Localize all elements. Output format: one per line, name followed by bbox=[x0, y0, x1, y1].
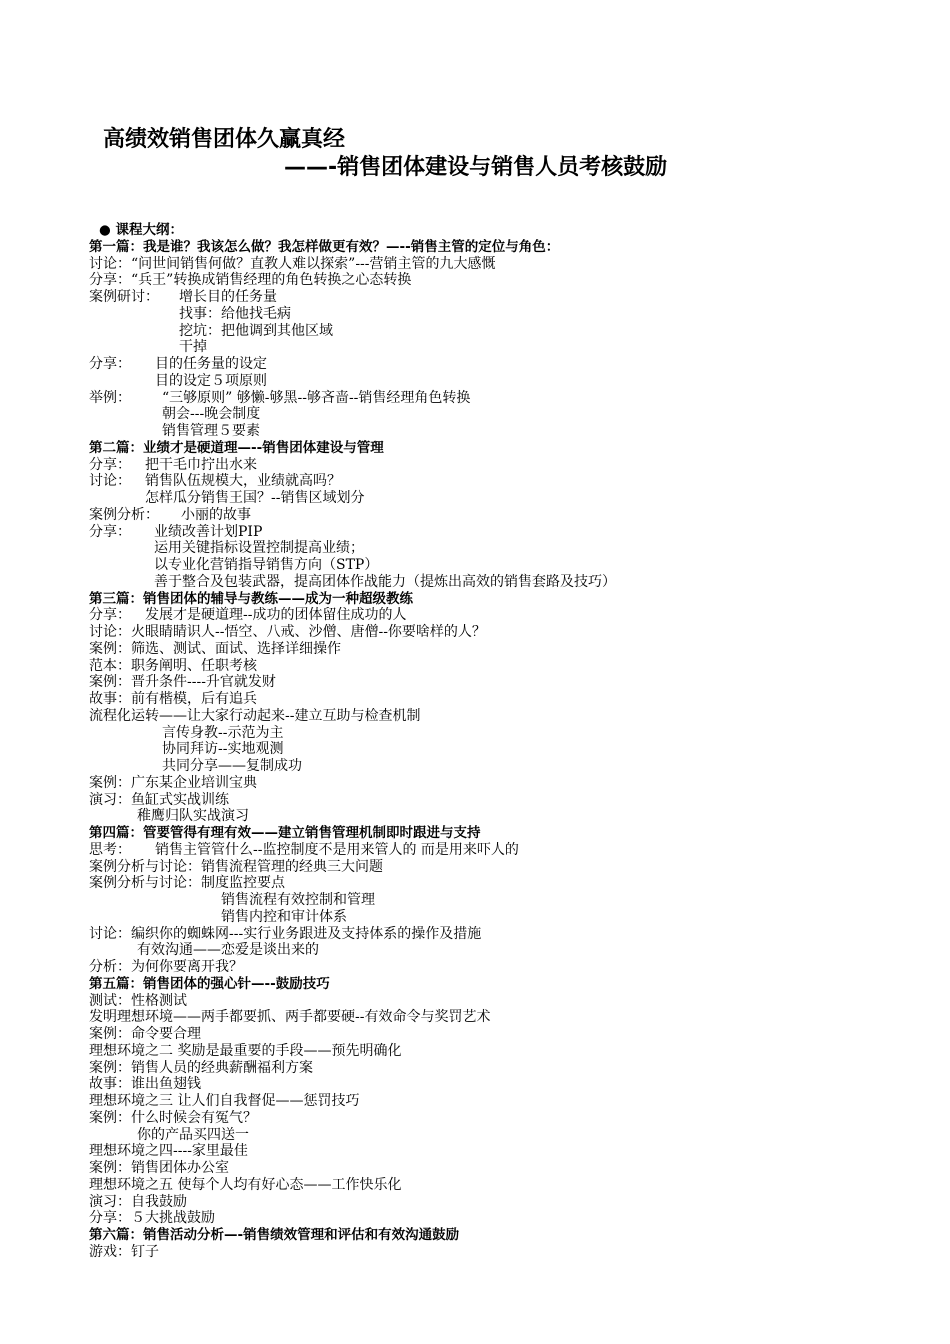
line-text: 怎样瓜分销售王国？--销售区域划分 bbox=[145, 490, 365, 506]
line-text: 销售团体办公室 bbox=[131, 1160, 229, 1176]
line-text: 找事：给他找毛病 bbox=[179, 305, 291, 322]
outline-line bbox=[89, 507, 929, 524]
line-label: 范本： bbox=[89, 657, 131, 674]
line-text: ５大挑战鼓励 bbox=[131, 1210, 215, 1227]
outline-line bbox=[89, 708, 929, 725]
line-text: 筛选、测试、面试、选择详细操作 bbox=[131, 640, 341, 657]
outline-line bbox=[89, 1009, 929, 1026]
line-text: 目的设定５项原则 bbox=[155, 372, 267, 389]
outline-line bbox=[89, 792, 929, 809]
section-heading bbox=[89, 591, 929, 608]
outline-line bbox=[89, 339, 929, 356]
line-text: 共同分享——复制成功 bbox=[162, 758, 302, 774]
line-text: 理想环境之二 奖励是最重要的手段——预先明确化 bbox=[89, 1042, 402, 1059]
outline-line bbox=[89, 289, 929, 306]
line-text: 目的任务量的设定 bbox=[155, 356, 267, 372]
line-label: 分享： bbox=[89, 607, 131, 624]
line-text: 理想环境之五 使每个人均有好心态——工作快乐化 bbox=[89, 1176, 402, 1193]
outline-line bbox=[89, 323, 929, 340]
line-text: 把干毛巾拧出水来 bbox=[145, 456, 257, 473]
line-text: 销售主管管什么--监控制度不是用来管人的 而是用来吓人的 bbox=[155, 841, 519, 858]
line-label: 第五篇：销售团体的强心针—--鼓励技巧 bbox=[89, 975, 330, 992]
line-text: “问世间销售何做？直教人难以探索”---营销主管的九大感慨 bbox=[131, 255, 496, 272]
line-text: 运用关键指标设置控制提高业绩； bbox=[154, 540, 364, 557]
outline-line bbox=[89, 306, 929, 323]
line-label: 分享： bbox=[89, 456, 131, 473]
line-label: 举例： bbox=[89, 389, 131, 406]
line-label: 思考： bbox=[89, 841, 131, 858]
section-heading bbox=[89, 239, 929, 256]
line-text: 言传身教--示范为主 bbox=[162, 724, 284, 741]
line-text: “兵王”转换成销售经理的角色转换之心态转换 bbox=[131, 272, 412, 289]
line-text: 朝会---晚会制度 bbox=[162, 406, 261, 423]
section-heading bbox=[89, 440, 929, 457]
line-label: 案例： bbox=[89, 774, 131, 791]
line-text: 编织你的蜘蛛网---实行业务跟进及支持体系的操作及措施 bbox=[131, 925, 482, 942]
outline-line bbox=[89, 540, 929, 557]
line-text: 增长目的任务量 bbox=[179, 289, 277, 305]
line-label: 分享： bbox=[89, 1210, 131, 1227]
line-label: 案例： bbox=[89, 640, 131, 657]
line-text: 销售流程有效控制和管理 bbox=[221, 892, 375, 908]
outline-line bbox=[89, 926, 929, 943]
line-text: 流程化运转——让大家行动起来--建立互助与检查机制 bbox=[89, 707, 421, 724]
line-text: 销售人员的经典薪酬福利方案 bbox=[131, 1059, 313, 1076]
line-label: 案例分析与讨论： bbox=[89, 875, 201, 892]
outline-line bbox=[89, 674, 929, 691]
outline-line bbox=[89, 959, 929, 976]
line-text: 你的产品买四送一 bbox=[137, 1126, 249, 1143]
line-label: ● 课程大纲： bbox=[99, 222, 183, 238]
outline-line bbox=[89, 256, 929, 273]
line-text: 晋升条件----升官就发财 bbox=[131, 674, 276, 691]
outline-line bbox=[89, 490, 929, 507]
line-label: 案例： bbox=[89, 1160, 131, 1176]
outline-line bbox=[89, 842, 929, 859]
outline-line bbox=[89, 574, 929, 591]
line-label: 案例： bbox=[89, 1026, 131, 1042]
line-text: 前有楷模，后有追兵 bbox=[131, 691, 257, 707]
line-label: 案例： bbox=[89, 1109, 131, 1126]
outline-line bbox=[89, 272, 929, 289]
line-text: 鱼缸式实战训练 bbox=[131, 791, 229, 808]
document-title: 高绩效销售团体久赢真经 bbox=[103, 127, 346, 152]
line-text: 自我鼓励 bbox=[131, 1193, 187, 1210]
outline-line bbox=[89, 725, 929, 742]
outline-line bbox=[89, 775, 929, 792]
outline-line bbox=[89, 406, 929, 423]
line-text: 销售管理５要素 bbox=[162, 423, 260, 439]
line-text: 干掉 bbox=[179, 339, 207, 356]
line-text: 什么时候会有冤气？ bbox=[131, 1109, 257, 1126]
line-text: 发明理想环境——两手都要抓、两手都要硬--有效命令与奖罚艺术 bbox=[89, 1009, 491, 1026]
line-text: 销售队伍规模大，业绩就高吗？ bbox=[145, 473, 341, 490]
outline-line bbox=[89, 390, 929, 407]
outline-line bbox=[89, 1043, 929, 1060]
line-text: 理想环境之四----家里最佳 bbox=[89, 1143, 248, 1160]
line-label: 第六篇：销售活动分析—-销售绩效管理和评估和有效沟通鼓励 bbox=[89, 1227, 460, 1243]
line-label: 案例研讨： bbox=[89, 289, 159, 305]
outline-line bbox=[89, 1194, 929, 1211]
line-label: 故事： bbox=[89, 1076, 131, 1093]
outline-line bbox=[89, 909, 929, 926]
line-label: 第一篇：我是谁？我该怎么做？我怎样做更有效？—--销售主管的定位与角色： bbox=[89, 238, 560, 255]
outline-line bbox=[89, 524, 929, 541]
line-text: 谁出鱼翅钱 bbox=[131, 1076, 201, 1093]
line-label: 故事： bbox=[89, 691, 131, 707]
outline-line bbox=[89, 624, 929, 641]
line-text: 有效沟通——恋爱是谈出来的 bbox=[137, 942, 319, 959]
line-label: 分享： bbox=[89, 356, 131, 372]
line-label: 讨论： bbox=[89, 925, 131, 942]
section-heading bbox=[89, 825, 929, 842]
outline-line bbox=[89, 808, 929, 825]
line-text: 命令要合理 bbox=[131, 1026, 201, 1042]
line-text: 小丽的故事 bbox=[181, 506, 251, 523]
outline-line bbox=[89, 1160, 929, 1177]
line-text: 挖坑：把他调到其他区域 bbox=[179, 322, 333, 339]
outline-line bbox=[89, 1210, 929, 1227]
outline-line bbox=[89, 1127, 929, 1144]
outline-line bbox=[89, 457, 929, 474]
outline-line bbox=[89, 557, 929, 574]
section-heading bbox=[89, 222, 929, 239]
line-text: 为何你要离开我？ bbox=[131, 959, 243, 975]
outline-line bbox=[89, 1143, 929, 1160]
outline-line bbox=[89, 691, 929, 708]
outline-line bbox=[89, 892, 929, 909]
line-text: 销售流程管理的经典三大问题 bbox=[201, 858, 383, 875]
line-label: 案例： bbox=[89, 674, 131, 691]
outline-line bbox=[89, 1026, 929, 1043]
line-label: 案例： bbox=[89, 1059, 131, 1076]
outline-line bbox=[89, 607, 929, 624]
outline-line bbox=[89, 658, 929, 675]
line-label: 分享： bbox=[89, 272, 131, 289]
outline-line bbox=[89, 473, 929, 490]
outline-line bbox=[89, 875, 929, 892]
section-heading bbox=[89, 976, 929, 993]
outline-line bbox=[89, 1093, 929, 1110]
line-label: 分享： bbox=[89, 523, 131, 540]
line-text: 理想环境之三 让人们自我督促——惩罚技巧 bbox=[89, 1093, 360, 1109]
outline-line bbox=[89, 1076, 929, 1093]
line-text: 火眼睛睛识人--悟空、八戒、沙僧、唐僧--你要啥样的人？ bbox=[131, 624, 486, 640]
line-text: 广东某企业培训宝典 bbox=[131, 774, 257, 791]
line-text: 销售内控和审计体系 bbox=[221, 908, 347, 925]
outline-line bbox=[89, 758, 929, 775]
line-label: 演习： bbox=[89, 1193, 131, 1210]
line-label: 案例分析与讨论： bbox=[89, 858, 201, 875]
line-label: 第二篇：业绩才是硬道理—--销售团体建设与管理 bbox=[89, 439, 384, 456]
line-text: 职务阐明、任职考核 bbox=[131, 657, 257, 674]
line-label: 第三篇：销售团体的辅导与教练——成为一种超级教练 bbox=[89, 590, 413, 607]
line-label: 游戏： bbox=[89, 1243, 131, 1260]
outline-line bbox=[89, 373, 929, 390]
line-text: 稚鹰归队实战演习 bbox=[137, 808, 249, 825]
outline-line bbox=[89, 1060, 929, 1077]
line-text: 发展才是硬道理--成功的团体留住成功的人 bbox=[145, 607, 407, 624]
section-heading bbox=[89, 1227, 929, 1244]
line-text: 钉子 bbox=[131, 1243, 159, 1260]
line-text: 协同拜访--实地观测 bbox=[162, 741, 284, 758]
line-label: 讨论： bbox=[89, 624, 131, 640]
line-text: 制度监控要点 bbox=[201, 875, 285, 892]
line-label: 第四篇：管要管得有理有效——建立销售管理机制即时跟进与支持 bbox=[89, 825, 481, 841]
line-label: 讨论： bbox=[89, 473, 131, 490]
line-label: 测试： bbox=[89, 992, 131, 1009]
line-text: 以专业化营销指导销售方向（STP） bbox=[154, 557, 379, 573]
line-text: 性格测试 bbox=[131, 992, 187, 1009]
outline-line bbox=[89, 1110, 929, 1127]
outline-line bbox=[89, 1177, 929, 1194]
outline-line bbox=[89, 423, 929, 440]
outline-line bbox=[89, 859, 929, 876]
outline-line bbox=[89, 641, 929, 658]
line-label: 讨论： bbox=[89, 255, 131, 272]
line-label: 演习： bbox=[89, 791, 131, 808]
line-label: 分析： bbox=[89, 959, 131, 975]
outline-line bbox=[89, 942, 929, 959]
document-subtitle: ——-销售团体建设与销售人员考核鼓励 bbox=[284, 155, 668, 180]
outline-line bbox=[89, 741, 929, 758]
course-outline bbox=[89, 222, 929, 1261]
line-text: 业绩改善计划PIP bbox=[154, 523, 263, 540]
line-text: 善于整合及包装武器，提高团体作战能力（提炼出高效的销售套路及技巧） bbox=[154, 573, 616, 590]
outline-line bbox=[89, 993, 929, 1010]
outline-line bbox=[89, 356, 929, 373]
line-label: 案例分析： bbox=[89, 506, 159, 523]
outline-line bbox=[89, 1244, 929, 1261]
line-text: “三够原则” 够懒-够黑--够吝啬--销售经理角色转换 bbox=[162, 389, 471, 406]
